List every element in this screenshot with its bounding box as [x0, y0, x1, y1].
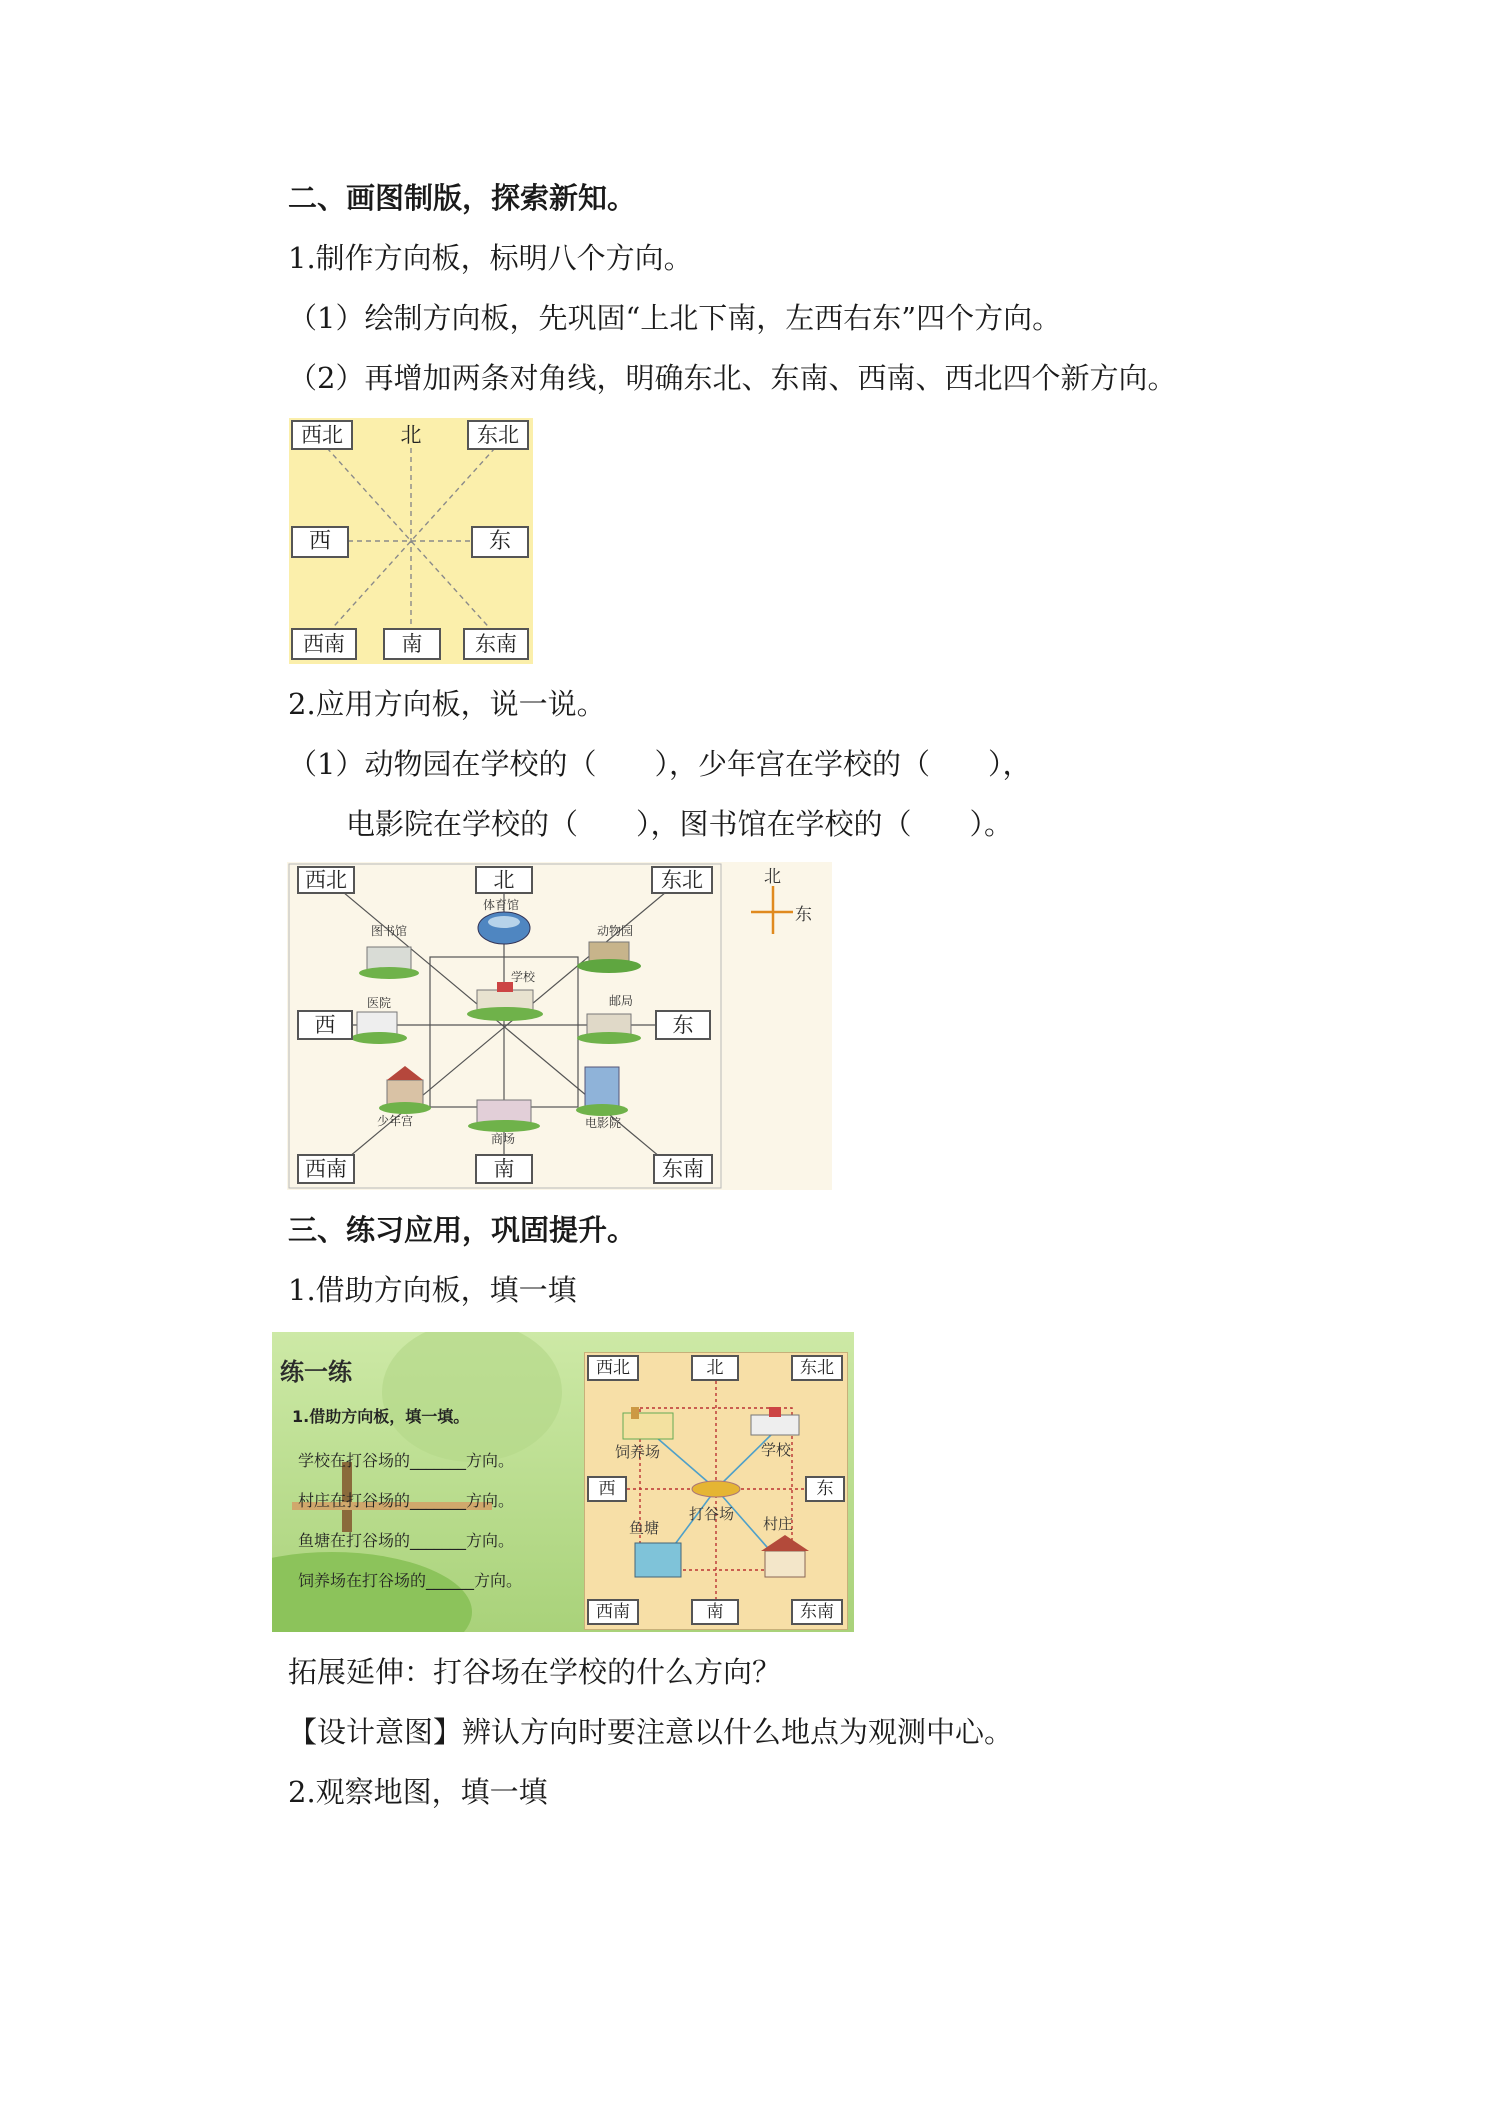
farm-board-label-southwest: 西南: [587, 1599, 639, 1625]
post-office-icon: [577, 1014, 641, 1044]
school-map: [287, 862, 832, 1190]
board-label-northeast: 东北: [467, 420, 529, 450]
place-gym: 体育馆: [483, 898, 520, 912]
map-label-northeast: 东北: [651, 866, 713, 894]
farm-place-fish-pond: 鱼塘: [629, 1519, 660, 1537]
farm-board-label-north: 北: [691, 1355, 739, 1381]
place-mall: 商场: [491, 1132, 516, 1146]
place-youth-palace: 少年宫: [377, 1114, 414, 1128]
board-label-south: 南: [383, 628, 441, 660]
item1-sub1-text: （1）绘制方向板，先巩固“上北下南，左西右东”四个方向。: [288, 301, 1062, 335]
board-label-north: 北: [400, 423, 422, 447]
map-label-east: 东: [655, 1010, 711, 1040]
exercise-banner: 练一练: [280, 1358, 352, 1386]
map-label-southeast: 东南: [653, 1154, 713, 1184]
school-map-lines: [287, 862, 832, 1190]
fish-pond-icon: [635, 1543, 681, 1577]
farm-board-label-northeast: 东北: [791, 1355, 843, 1381]
map-label-west: 西: [297, 1010, 353, 1040]
farm-school-icon: [751, 1407, 799, 1435]
village-icon: [761, 1535, 809, 1577]
mall-icon: [468, 1100, 540, 1132]
place-school: 学校: [511, 970, 536, 984]
compass-north-label: 北: [764, 867, 781, 887]
cinema-icon: [576, 1067, 628, 1116]
map-label-southwest: 西南: [297, 1154, 355, 1184]
farm-place-livestock-farm: 饲养场: [615, 1443, 661, 1461]
section3-heading: 三、练习应用，巩固提升。: [288, 1213, 637, 1247]
gym-icon: [478, 912, 530, 944]
board-label-southeast: 东南: [463, 628, 529, 660]
farm-place-threshing-floor: 打谷场: [689, 1505, 735, 1523]
hospital-icon: [351, 1012, 407, 1044]
place-library: 图书馆: [371, 924, 408, 938]
item2-text: 2.应用方向板，说一说。: [288, 687, 606, 721]
farm-board-label-south: 南: [691, 1599, 739, 1625]
farm-board-label-southeast: 东南: [791, 1599, 843, 1625]
youth-palace-icon: [379, 1066, 431, 1114]
school-icon: [467, 982, 543, 1021]
map-label-south: 南: [475, 1154, 533, 1184]
map-label-north: 北: [475, 866, 533, 894]
extend-question: 拓展延伸：打谷场在学校的什么方向？: [288, 1655, 782, 1689]
section2-heading: 二、画图制版，探索新知。: [288, 181, 637, 215]
item2-sub1-line1: （1）动物园在学校的（ ），少年宫在学校的（ ），: [288, 747, 1032, 781]
board-label-northwest: 西北: [291, 420, 353, 450]
section3-item2-text: 2.观察地图，填一填: [288, 1775, 548, 1809]
place-zoo: 动物园: [597, 924, 634, 938]
item1-sub2-text: （2）再增加两条对角线，明确东北、东南、西南、西北四个新方向。: [288, 361, 1177, 395]
exercise-question-2: 村庄在打谷场的_______方向。: [298, 1491, 515, 1510]
compass-icon: [751, 886, 793, 934]
place-hospital: 医院: [367, 996, 392, 1010]
map-label-northwest: 西北: [297, 866, 355, 894]
farm-board-label-east: 东: [805, 1476, 845, 1502]
board-label-west: 西: [291, 526, 349, 558]
exercise-question-4: 饲养场在打谷场的______方向。: [298, 1571, 523, 1590]
place-cinema: 电影院: [585, 1116, 622, 1130]
farm-direction-board: [584, 1352, 848, 1630]
farm-board-label-northwest: 西北: [587, 1355, 639, 1381]
exercise-slide: [272, 1332, 854, 1632]
item2-sub1-line2: 电影院在学校的（ ），图书馆在学校的（ ）。: [346, 807, 1014, 841]
item1-text: 1.制作方向板，标明八个方向。: [288, 241, 693, 275]
farm-place-village: 村庄: [763, 1515, 794, 1533]
threshing-floor-icon: [692, 1481, 740, 1497]
section3-item1-text: 1.借助方向板，填一填: [288, 1273, 577, 1307]
exercise-title: 1.借助方向板，填一填。: [292, 1407, 470, 1426]
board-label-east: 东: [471, 526, 529, 558]
farm-board-label-west: 西: [587, 1476, 627, 1502]
direction-board: [289, 418, 533, 664]
board-label-southwest: 西南: [291, 628, 357, 660]
place-post-office: 邮局: [609, 994, 634, 1008]
farm-icon: [623, 1407, 673, 1439]
library-icon: [359, 947, 419, 979]
exercise-question-1: 学校在打谷场的_______方向。: [298, 1451, 515, 1470]
compass-east-label: 东: [795, 905, 812, 925]
design-intent: 【设计意图】辨认方向时要注意以什么地点为观测中心。: [288, 1715, 1014, 1749]
zoo-icon: [577, 942, 641, 973]
farm-place-school: 学校: [761, 1441, 792, 1459]
exercise-question-3: 鱼塘在打谷场的_______方向。: [298, 1531, 515, 1550]
